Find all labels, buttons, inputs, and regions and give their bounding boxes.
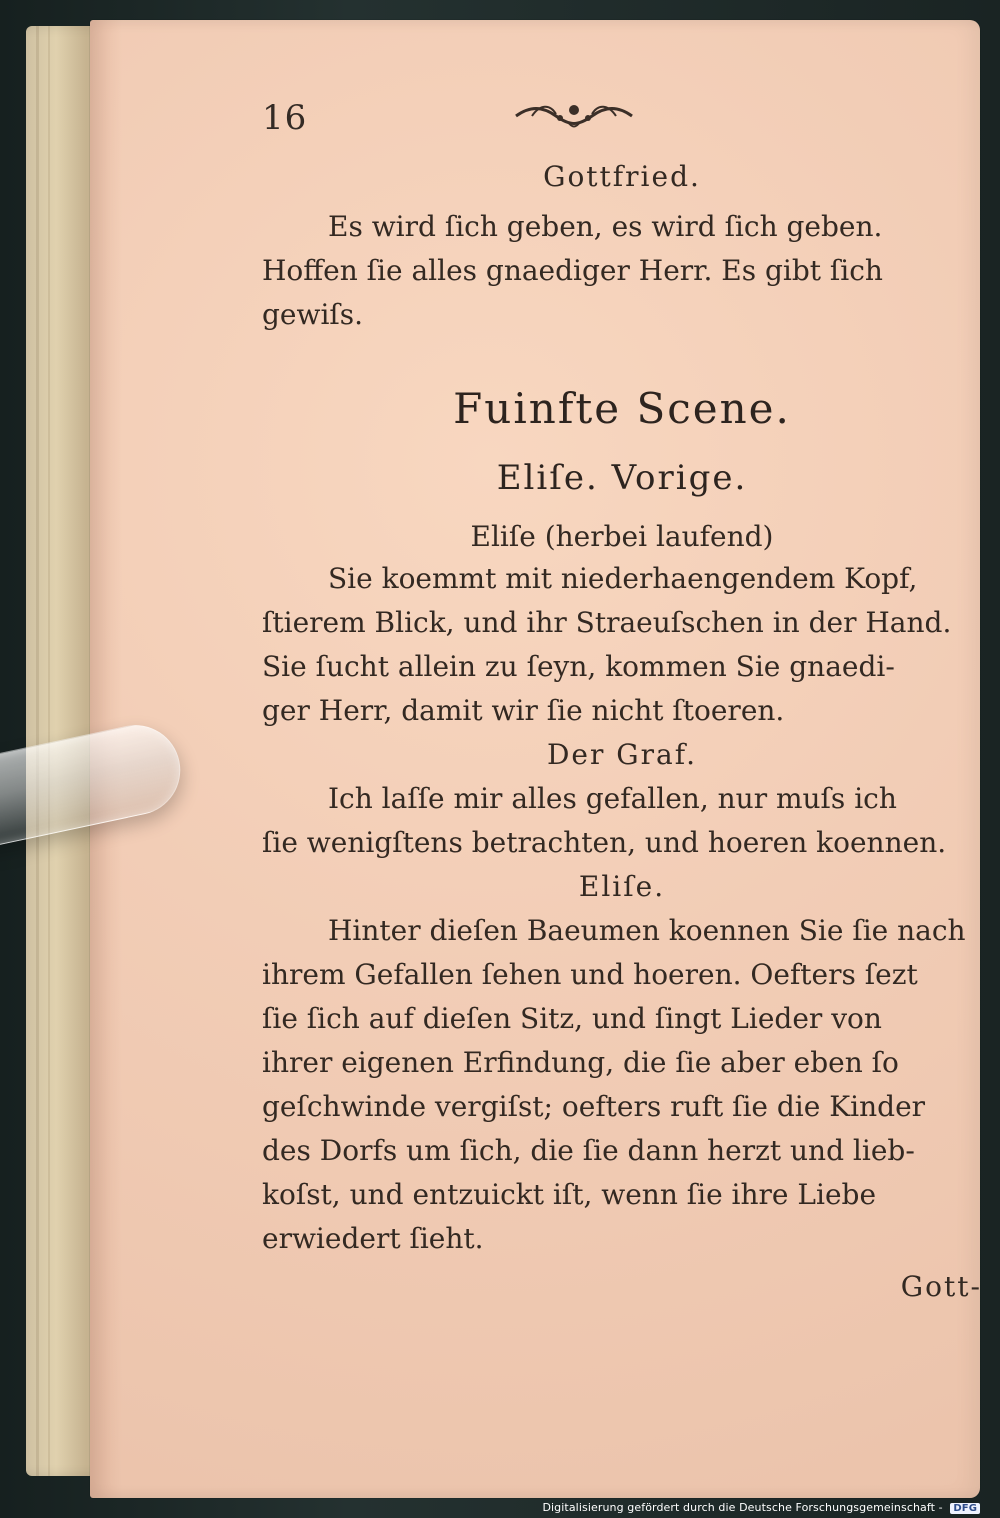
dialogue-line-4: Sie koemmt mit niederhaengendem Kopf,	[328, 562, 918, 595]
dialogue-line-17: erwiedert ſieht.	[262, 1222, 484, 1255]
dialogue-line-6: Sie ſucht allein zu ſeyn, kommen Sie gnaedi-	[262, 650, 895, 683]
dialogue-line-15: des Dorfs um ſich, die ſie dann herzt und lieb-	[262, 1134, 915, 1167]
digitization-credit-text: Digitalisierung gefördert durch die Deutsche Forschungsgemeinschaft -	[542, 1501, 943, 1514]
dialogue-line-12: ſie ſich auf dieſen Sitz, und ſingt Lieder von	[262, 1002, 882, 1035]
dialogue-line-13: ihrer eigenen Erfindung, die ſie aber eben ſo	[262, 1046, 899, 1079]
dialogue-line-5: ſtierem Blick, und ihr Straeuſschen in der Hand.	[262, 606, 952, 639]
speaker-elise-stage: Eliſe (herbei laufend)	[470, 520, 774, 553]
speaker-graf: Der Graf.	[546, 738, 697, 771]
dialogue-line-2: Hoffen ſie alles gnaediger Herr. Es gibt ſich	[262, 254, 883, 287]
dialogue-line-9: ſie wenigſtens betrachten, und hoeren koennen.	[262, 826, 947, 859]
digitization-credit	[542, 1501, 980, 1514]
catchword: Gott-	[900, 1270, 982, 1303]
page-number: 16	[262, 98, 308, 138]
scene-title: Fuinfte Scene.	[453, 384, 791, 433]
speaker-gottfried: Gottfried.	[543, 160, 701, 193]
dialogue-line-7: ger Herr, damit wir ſie nicht ſtoeren.	[262, 694, 785, 727]
dialogue-line-11: ihrem Gefallen ſehen und hoeren. Oefters ſezt	[262, 958, 918, 991]
floral-ornament-icon	[512, 98, 636, 132]
dialogue-line-1: Es wird ſich geben, es wird ſich geben.	[328, 210, 883, 243]
dialogue-line-3: gewiſs.	[262, 298, 364, 331]
dialogue-line-10: Hinter dieſen Baeumen koennen Sie ſie nach	[328, 914, 966, 947]
dialogue-line-14: geſchwinde vergiſst; oefters ruft ſie die Kinder	[262, 1090, 926, 1123]
dfg-logo: DFG	[950, 1503, 980, 1514]
scene-characters: Eliſe. Vorige.	[496, 458, 748, 498]
dialogue-line-16: koſst, und entzuickt iſt, wenn ſie ihre Liebe	[262, 1178, 877, 1211]
book-page	[90, 20, 980, 1498]
dialogue-line-8: Ich laſſe mir alles gefallen, nur muſs ich	[328, 782, 897, 815]
speaker-elise: Eliſe.	[578, 870, 666, 903]
